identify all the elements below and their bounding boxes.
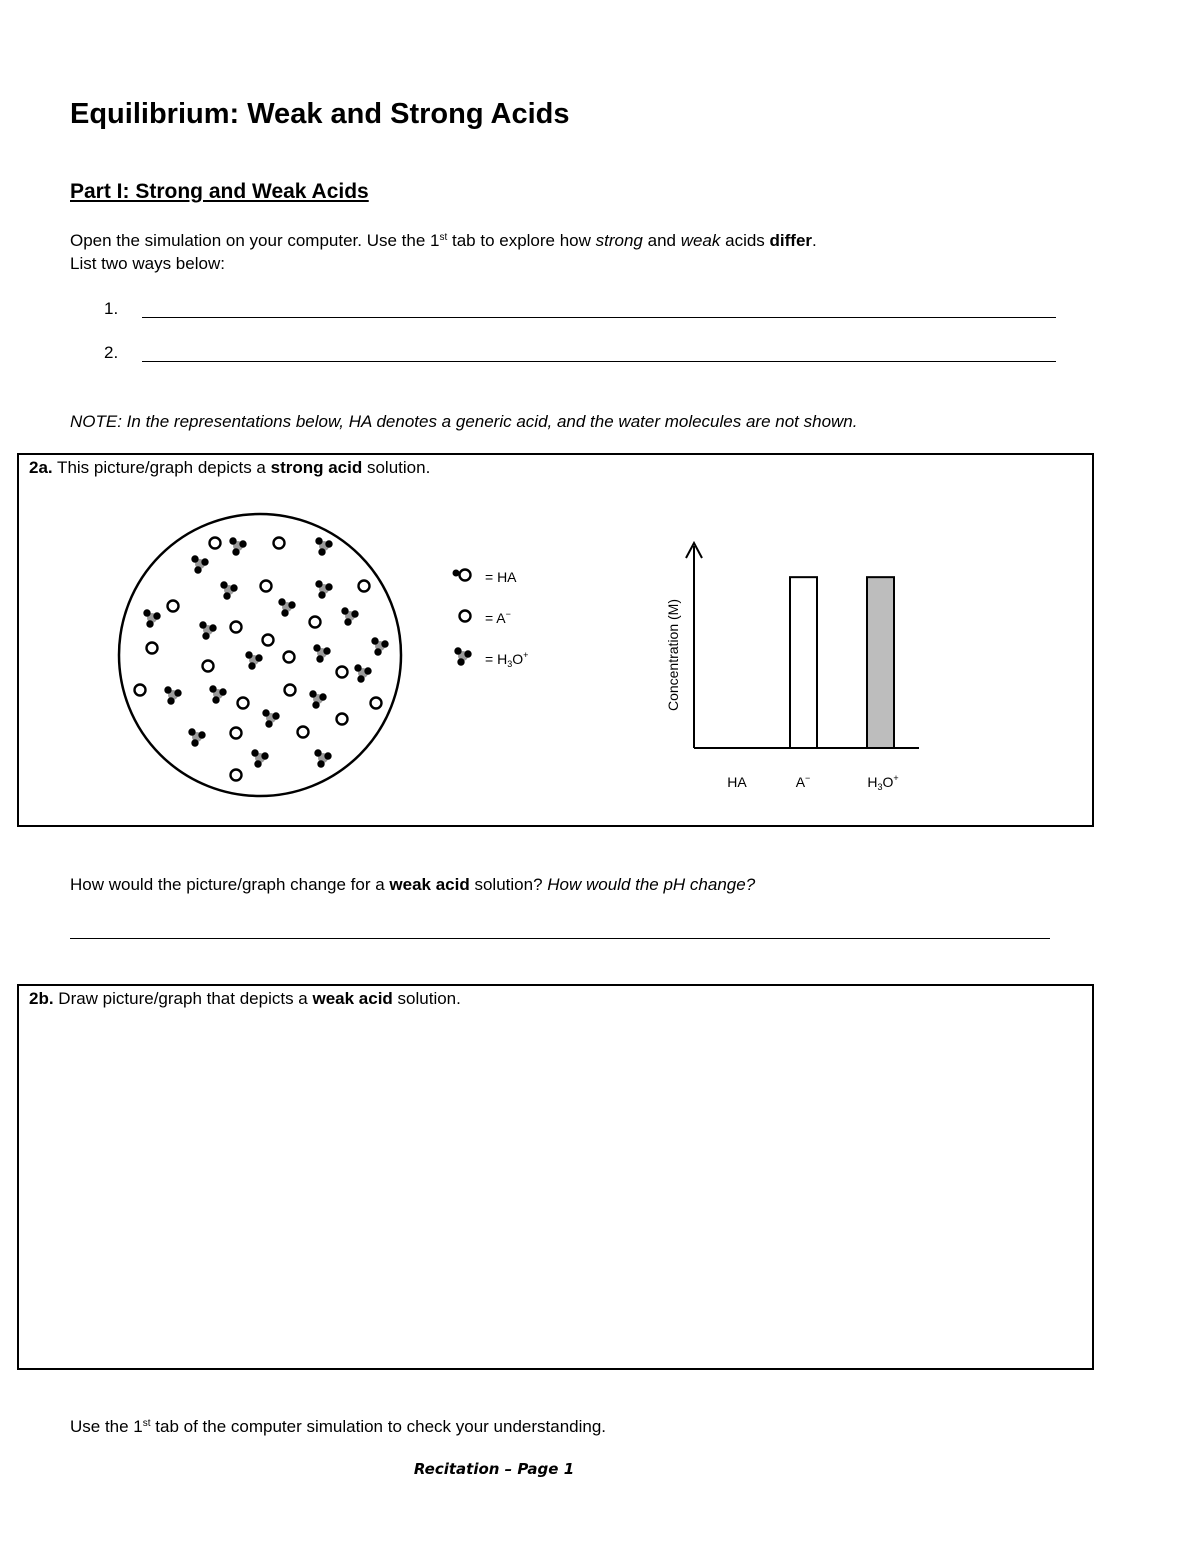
legend-ha-icon	[453, 570, 471, 581]
legend-a-label: = A−	[485, 609, 511, 626]
intro-strong: strong	[595, 231, 643, 250]
box-2a-bold: strong acid	[270, 458, 363, 477]
tick-label-h3o: $H_3O^+$	[867, 773, 899, 792]
part-heading: Part I: Strong and Weak Acids	[70, 180, 369, 203]
intro-and: and	[642, 231, 681, 250]
a-minus-particle	[231, 728, 242, 739]
h3o-particle	[354, 664, 371, 682]
h3o-particle	[315, 580, 332, 598]
footer-text-1: Use the 1	[70, 1417, 143, 1436]
intro-sup: st	[439, 232, 448, 243]
box-2b-heading	[29, 989, 461, 1009]
a-minus-particle	[147, 643, 158, 654]
bar-a-minus	[790, 577, 817, 748]
h3o-particle	[229, 537, 246, 555]
question-text-2: solution?	[469, 875, 548, 894]
intro-period: .	[812, 231, 817, 250]
question-bold: weak acid	[389, 875, 470, 894]
box-2b-bold: weak acid	[312, 989, 393, 1008]
weak-acid-question	[70, 873, 755, 896]
a-minus-particle	[263, 635, 274, 646]
a-minus-particle	[238, 698, 249, 709]
a-minus-particle	[285, 685, 296, 696]
intro-text-3: acids	[720, 231, 770, 250]
y-axis-label: Concentration (M)	[665, 598, 681, 712]
h3o-particle	[191, 555, 208, 573]
a-minus-particle	[310, 617, 321, 628]
h3o-particle	[315, 537, 332, 555]
h3o-particle	[309, 690, 326, 708]
tick-label-ha: HA	[727, 774, 747, 790]
question-italic: How would the pH change?	[547, 875, 756, 894]
page-title: Equilibrium: Weak and Strong Acids	[70, 98, 570, 130]
legend-h3o-icon	[454, 647, 471, 665]
a-minus-particle	[284, 652, 295, 663]
h3o-particle	[314, 749, 331, 767]
h3o-particle	[209, 685, 226, 703]
footer-text	[70, 1415, 606, 1438]
a-minus-particle	[231, 622, 242, 633]
h3o-particle	[220, 581, 237, 599]
legend-a-icon	[460, 611, 471, 622]
a-minus-particle	[231, 770, 242, 781]
h3o-particle	[143, 609, 160, 627]
legend-h3o-label: = $H_3O^+$	[485, 650, 529, 669]
a-minus-particle	[203, 661, 214, 672]
box-2b[interactable]	[17, 984, 1094, 1370]
legend-ha-label: = HA	[485, 569, 517, 585]
h3o-particle	[371, 637, 388, 655]
intro-text-2: tab to explore how	[447, 231, 596, 250]
box-2a-text: This picture/graph depicts a	[52, 458, 271, 477]
h3o-particle	[313, 644, 330, 662]
tick-label-a-minus: A−	[795, 773, 811, 790]
molecule-layer	[135, 537, 389, 780]
box-2b-text: Draw picture/graph that depicts a	[53, 989, 313, 1008]
a-minus-particle	[337, 714, 348, 725]
footer-sup: st	[142, 1418, 151, 1429]
h3o-particle	[199, 621, 216, 639]
a-minus-particle	[135, 685, 146, 696]
question-text: How would the picture/graph change for a	[70, 875, 390, 894]
a-minus-particle	[298, 727, 309, 738]
footer-text-2: tab of the computer simulation to check your understanding.	[150, 1417, 607, 1436]
box-2a-text-end: solution.	[362, 458, 431, 477]
h3o-particle	[341, 607, 358, 625]
h3o-particle	[245, 651, 262, 669]
legend	[453, 569, 529, 669]
list-number-1: 1.	[104, 299, 119, 318]
answer-line-3[interactable]	[70, 925, 1050, 939]
intro-weak: weak	[680, 231, 721, 250]
h3o-particle	[262, 709, 279, 727]
h3o-particle	[278, 598, 295, 616]
a-minus-particle	[168, 601, 179, 612]
box-2b-label: 2b.	[29, 989, 54, 1008]
h3o-particle	[164, 686, 181, 704]
concentration-chart	[665, 543, 919, 792]
a-minus-particle	[261, 581, 272, 592]
a-minus-particle	[359, 581, 370, 592]
a-minus-particle	[274, 538, 285, 549]
list-number-2: 2.	[104, 343, 119, 362]
bar-h3o	[867, 577, 894, 748]
h3o-particle	[188, 728, 205, 746]
intro-list-prompt: List two ways below:	[70, 254, 225, 273]
a-minus-particle	[337, 667, 348, 678]
a-minus-particle	[371, 698, 382, 709]
intro-text-1: Open the simulation on your computer. Use the 1	[70, 231, 440, 250]
intro-differ: differ	[769, 231, 813, 250]
box-2a-label: 2a.	[29, 458, 53, 477]
note-text: NOTE: In the representations below, HA denotes a generic acid, and the water molecules are not shown.	[70, 412, 858, 431]
a-minus-particle	[210, 538, 221, 549]
h3o-particle	[251, 749, 268, 767]
box-2b-text-end: solution.	[392, 989, 461, 1008]
page-label: Recitation – Page 1	[413, 1460, 575, 1478]
